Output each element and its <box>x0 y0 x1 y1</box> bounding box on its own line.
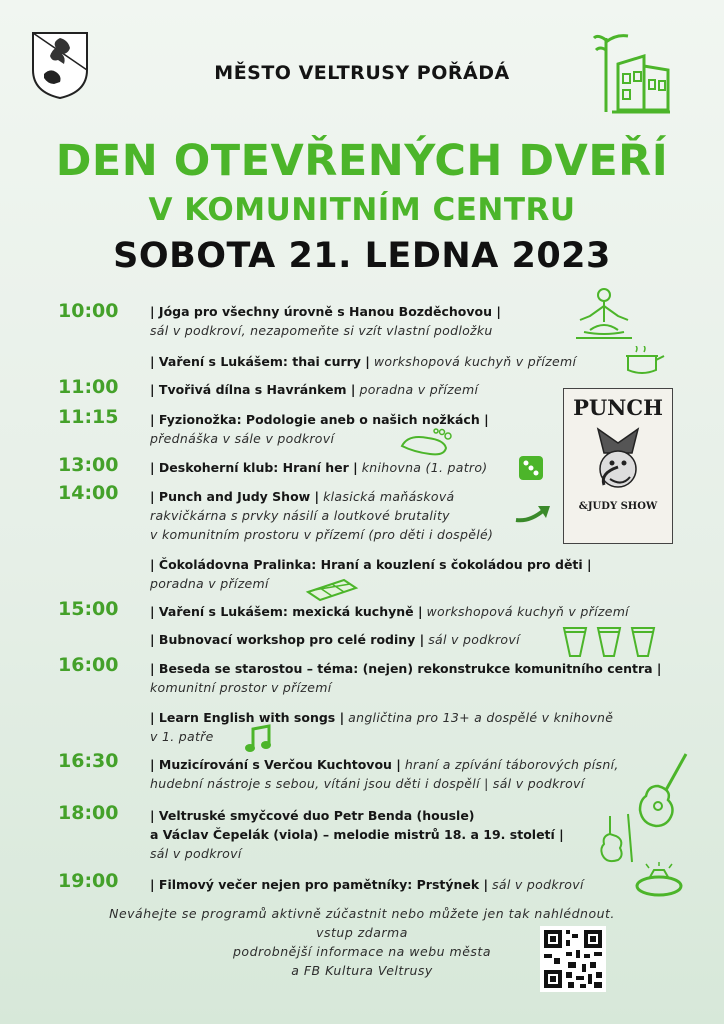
schedule-item <box>150 352 690 371</box>
ring-icon <box>632 860 686 900</box>
event-time: 13:00 <box>58 454 119 476</box>
footer-free-entry: vstup zdarma <box>316 925 408 940</box>
footer <box>0 904 724 980</box>
schedule-item <box>150 708 690 746</box>
puppet-face-icon <box>588 423 648 499</box>
event-location: přednáška v sále v podkroví <box>150 431 335 446</box>
event-name: a Václav Čepelák (viola) – melodie mistrů 18. a 19. století | <box>150 827 564 842</box>
page-title: DEN OTEVŘENÝCH DVEŘÍ <box>55 136 669 186</box>
dice-icon <box>516 453 546 483</box>
guitar-icon <box>636 750 692 830</box>
event-name: | Čokoládovna Pralinka: Hraní a kouzlení s čokoládou pro děti | <box>150 557 592 572</box>
punch-and-judy-poster <box>563 388 673 544</box>
event-description: rakvičkárna s prvky násilí a loutkové brutality <box>150 508 450 523</box>
drums-icon <box>560 624 660 658</box>
footer-more-info: podrobnější informace na webu města <box>233 944 491 959</box>
footer-facebook: a FB Kultura Veltrusy <box>291 963 433 978</box>
event-name: | Fyzionožka: Podologie aneb o našich nožkách | <box>150 412 489 427</box>
event-name: | Vaření s Lukášem: mexická kuchyně | <box>150 604 423 619</box>
event-location: knihovna (1. patro) <box>361 460 488 475</box>
event-time: 10:00 <box>58 300 119 322</box>
event-name: | Filmový večer nejen pro pamětníky: Prstýnek | <box>150 877 489 892</box>
schedule-item <box>150 602 690 621</box>
event-name: | Tvořivá dílna s Havránkem | <box>150 382 356 397</box>
event-description: klasická maňásková <box>323 489 455 504</box>
event-time: 16:30 <box>58 750 119 772</box>
schedule-item <box>150 755 690 793</box>
qr-code-icon[interactable] <box>540 926 606 992</box>
schedule-item <box>150 555 690 593</box>
event-location: sál v podkroví <box>492 877 584 892</box>
footer-invitation: Neváhejte se programů aktivně zúčastnit nebo můžete jen tak nahlédnout. <box>109 906 615 921</box>
event-name: | Bubnovací workshop pro celé rodiny | <box>150 632 425 647</box>
arrow-icon <box>514 500 554 526</box>
event-location: workshopová kuchyň v přízemí <box>373 354 577 369</box>
event-time: 14:00 <box>58 482 119 504</box>
event-time: 18:00 <box>58 802 119 824</box>
event-location: komunitní prostor v přízemí <box>150 680 332 695</box>
event-location: v 1. patře <box>150 729 214 744</box>
event-location: sál v podkroví <box>428 632 520 647</box>
event-name: | Jóga pro všechny úrovně s Hanou Bozděchovou | <box>150 304 501 319</box>
event-time: 11:15 <box>58 406 119 428</box>
schedule-item <box>150 659 690 697</box>
event-name: | Learn English with songs | <box>150 710 345 725</box>
cooking-pot-icon <box>622 346 666 376</box>
event-location: poradna v přízemí <box>150 576 269 591</box>
event-location: angličtina pro 13+ a dospělé v knihovně <box>348 710 614 725</box>
event-location: workshopová kuchyň v přízemí <box>426 604 629 619</box>
event-description: hudební nástroje s sebou, vítáni jsou děti i dospělí | sál v podkroví <box>150 776 585 791</box>
event-name: | Beseda se starostou – téma: (nejen) rekonstrukce komunitního centra | <box>150 661 662 676</box>
chocolate-icon <box>304 576 360 602</box>
footprint-icon <box>398 428 456 458</box>
schedule-item <box>150 875 690 894</box>
event-time: 11:00 <box>58 376 119 398</box>
page-subtitle: V KOMUNITNÍM CENTRU <box>148 192 576 228</box>
event-location: sál v podkroví <box>150 846 242 861</box>
event-location: poradna v přízemí <box>359 382 479 397</box>
poster-title: PUNCH <box>573 395 663 420</box>
poster-subtitle: &JUDY SHOW <box>578 501 658 512</box>
event-name: | Vaření s Lukášem: thai curry | <box>150 354 370 369</box>
event-description: hraní a zpívání táborových písní, <box>404 757 619 772</box>
event-location: v komunitním prostoru v přízemí (pro děti i dospělé) <box>150 527 494 542</box>
violin-icon <box>596 812 636 868</box>
event-time: 19:00 <box>58 870 119 892</box>
event-name: | Deskoherní klub: Hraní her | <box>150 460 358 475</box>
yoga-icon <box>572 286 636 342</box>
event-name: | Muzicírování s Verčou Kuchtovou | <box>150 757 401 772</box>
event-name: | Punch and Judy Show | <box>150 489 320 504</box>
event-time: 16:00 <box>58 654 119 676</box>
event-time: 15:00 <box>58 598 119 620</box>
event-name: | Veltruské smyčcové duo Petr Benda (housle) <box>150 808 475 823</box>
organizer-heading: MĚSTO VELTRUSY POŘÁDÁ <box>214 62 510 84</box>
event-location: sál v podkroví, nezapomeňte si vzít vlastní podložku <box>150 323 493 338</box>
event-date: SOBOTA 21. LEDNA 2023 <box>113 236 611 276</box>
music-note-icon <box>244 724 274 754</box>
